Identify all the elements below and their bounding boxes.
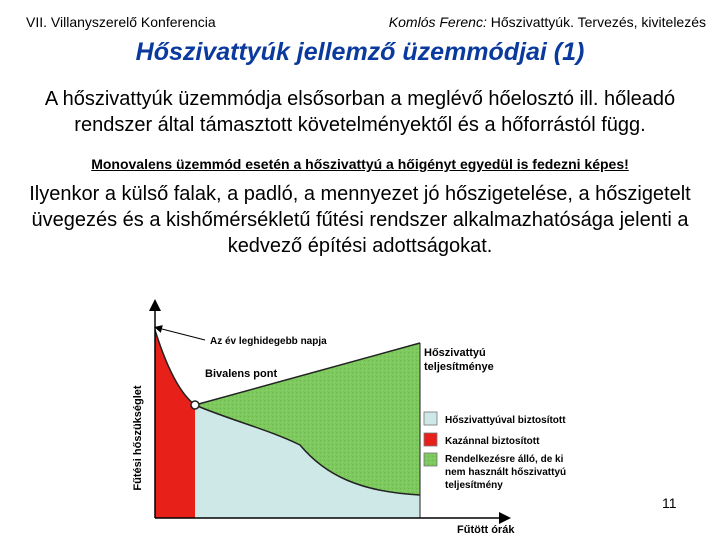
- bivalent-point-marker: [191, 401, 199, 409]
- page-number: 11: [662, 495, 677, 511]
- boiler-area: [155, 330, 195, 518]
- legend-swatch-unused: [424, 453, 437, 466]
- description-paragraph: Ilyenkor a külső falak, a padló, a mennyezet jó hőszigetelése, a hőszigetelt üvegezés és a kishőmérsékletű fűtési rendszer alkalmazhatósága jelenti a kedvező építési adottságokat.: [29, 183, 691, 257]
- hp-capacity-label-1: Hőszivattyú: [424, 347, 486, 359]
- y-axis-label: Fűtési hőszükséglet: [132, 385, 144, 491]
- legend-label-unused-2: nem használt hőszivattyú: [445, 467, 567, 478]
- x-axis-label: Fűtött órák: [457, 524, 515, 536]
- coldest-day-pointer: [158, 328, 205, 340]
- header-author: Komlós Ferenc:: [388, 14, 487, 30]
- legend-label-boiler: Kazánnal biztosított: [445, 436, 540, 447]
- legend-label-unused-1: Rendelkezésre álló, de ki: [445, 454, 564, 465]
- hp-capacity-label-2: teljesítménye: [424, 361, 494, 373]
- coldest-day-label: Az év leghidegebb napja: [210, 336, 327, 347]
- monovalent-statement: Monovalens üzemmód esetén a hőszivattyú a hőigényt egyedül is fedezni képes!: [91, 156, 629, 172]
- header-talk-title: Hőszivattyúk. Tervezés, kivitelezés: [486, 14, 706, 30]
- legend-label-heat-pump: Hőszivattyúval biztosított: [445, 415, 566, 426]
- header-conference: VII. Villanyszerelő Konferencia: [26, 14, 216, 30]
- slide-title: Hőszivattyúk jellemző üzemmódjai (1): [135, 38, 585, 66]
- legend-label-unused-3: teljesítmény: [445, 480, 503, 491]
- bivalent-point-label: Bivalens pont: [205, 368, 278, 380]
- intro-paragraph: A hőszivattyúk üzemmódja elsősorban a meglévő hőelosztó ill. hőleadó rendszer által támasztott követelményektől és a hőforrástól függ.: [44, 88, 676, 136]
- legend-swatch-heat-pump: [424, 412, 437, 425]
- legend-swatch-boiler: [424, 433, 437, 446]
